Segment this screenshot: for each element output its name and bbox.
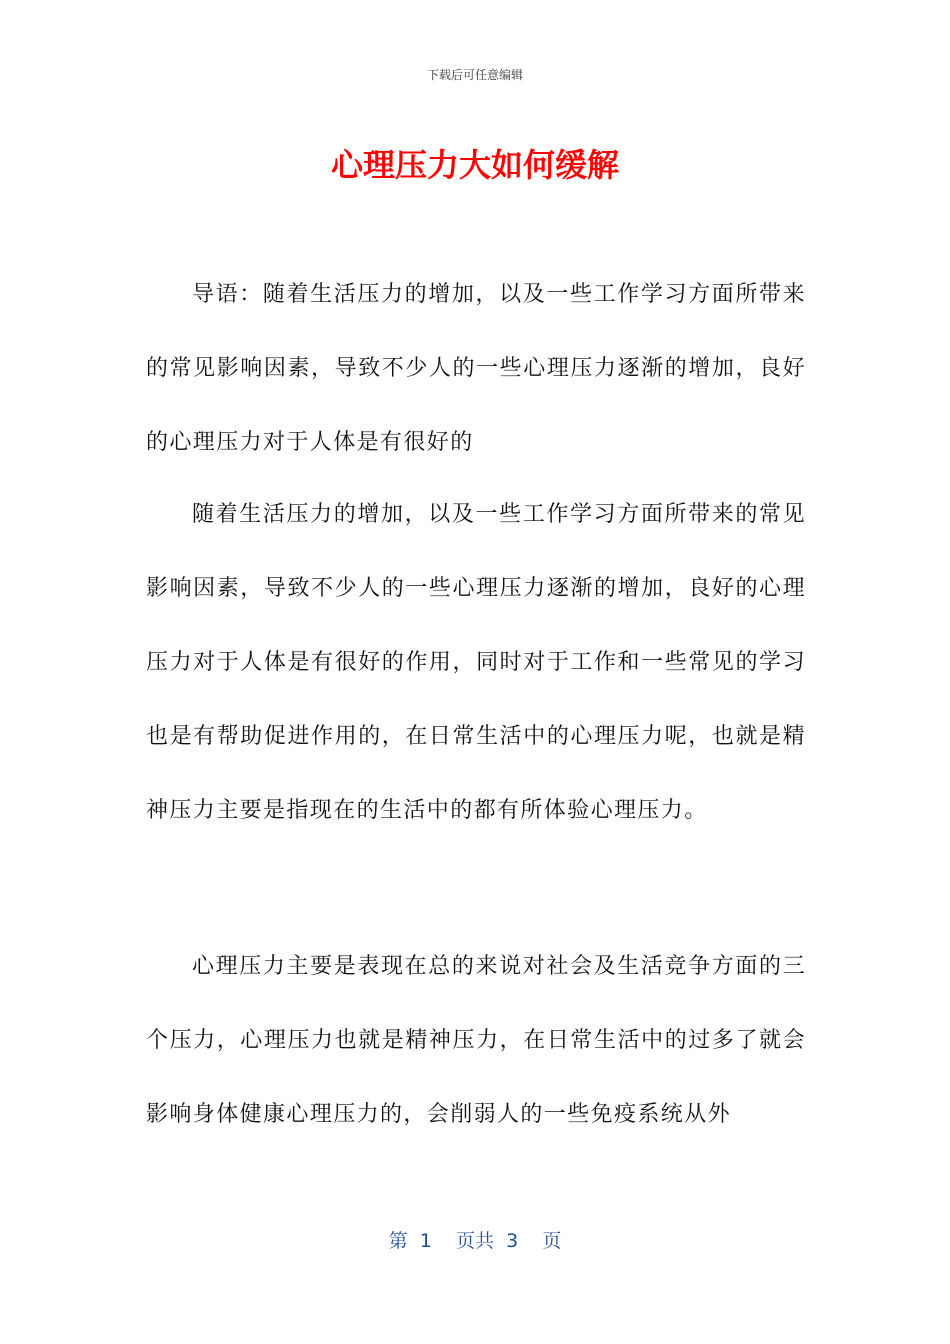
footer-middle: 页共 bbox=[455, 1230, 494, 1252]
footer-prefix: 第 bbox=[388, 1230, 408, 1252]
footer-total-pages: 3 bbox=[506, 1230, 519, 1252]
page-footer bbox=[0, 1226, 950, 1253]
paragraph-body-1: 随着生活压力的增加，以及一些工作学习方面所带来的常见影响因素，导致不少人的一些心理压力逐渐的增加，良好的心理压力对于人体是有很好的作用，同时对于工作和一些常见的学习也是有帮助促进作用的，在日常生活中的心理压力呢，也就是精神压力主要是指现在的生活中的都有所体验心理压力。 bbox=[146, 502, 806, 823]
paragraph-intro: 导语：随着生活压力的增加，以及一些工作学习方面所带来的常见影响因素，导致不少人的一些心理压力逐渐的增加，良好的心理压力对于人体是有很好的 bbox=[146, 282, 806, 455]
header-note: 下载后可任意编辑 bbox=[426, 68, 523, 82]
footer-current-page: 1 bbox=[419, 1230, 432, 1252]
document-title: 心理压力大如何缓解 bbox=[330, 146, 619, 184]
footer-suffix: 页 bbox=[542, 1230, 562, 1252]
paragraph-body-2: 心理压力主要是表现在总的来说对社会及生活竞争方面的三个压力，心理压力也就是精神压力，在日常生活中的过多了就会影响身体健康心理压力的，会削弱人的一些免疫系统从外 bbox=[146, 954, 806, 1127]
